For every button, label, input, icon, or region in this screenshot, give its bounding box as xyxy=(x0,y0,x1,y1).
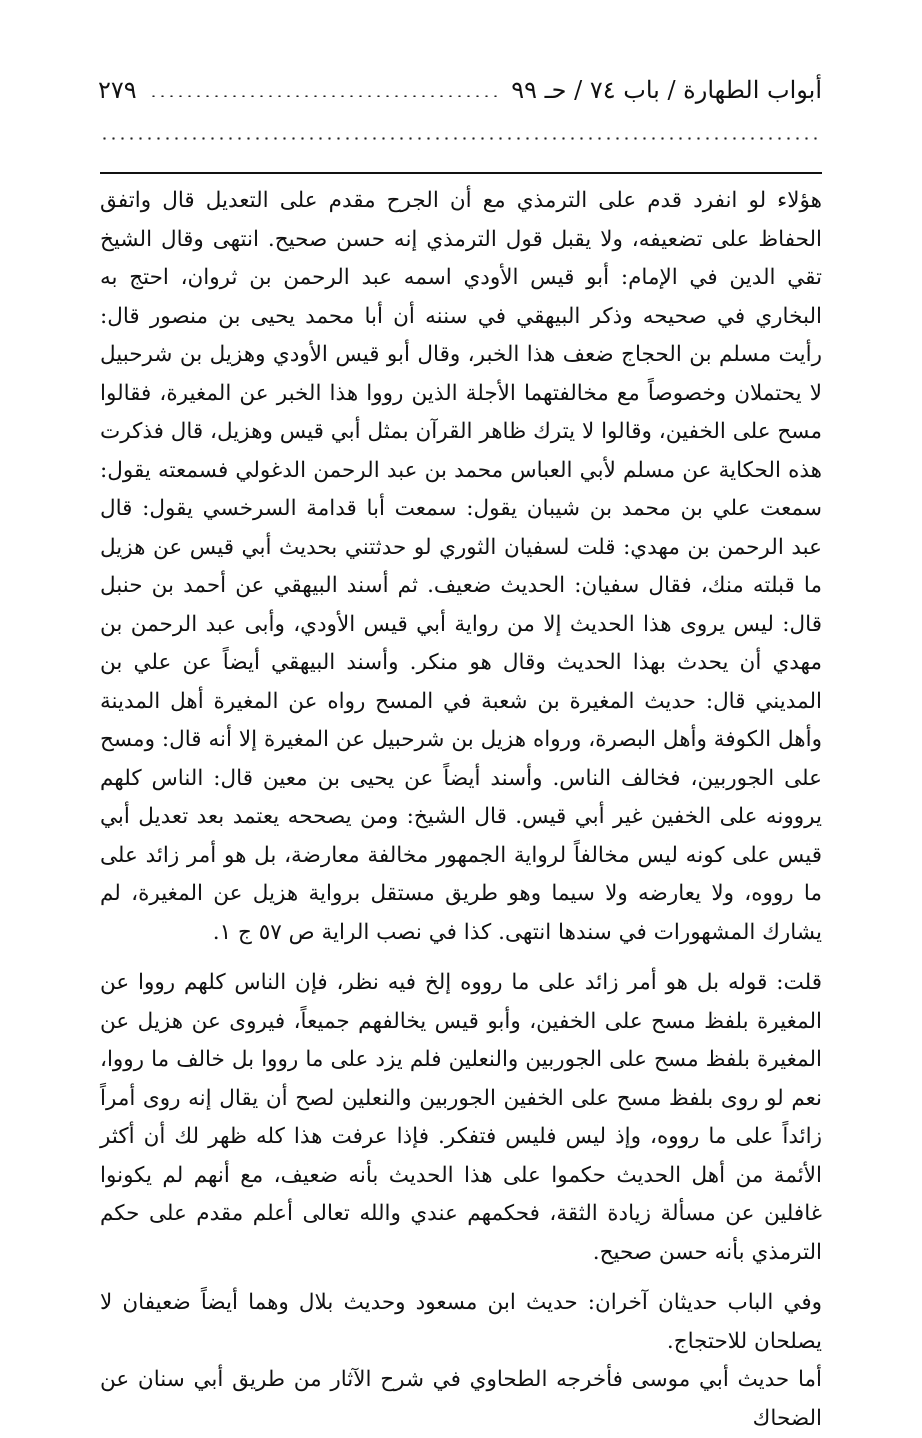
dot-leader xyxy=(149,95,500,97)
running-header xyxy=(98,70,822,110)
page-number: ٢٧٩ xyxy=(98,76,137,104)
dotted-separator xyxy=(100,137,822,140)
page-body xyxy=(100,182,822,1438)
paragraph-3: وفي الباب حديثان آخران: حديث ابن مسعود وحديث بلال وهما أيضاً ضعيفان لا يصلحان للاحتجاج. xyxy=(100,1290,822,1354)
paragraph-1: هؤلاء لو انفرد قدم على الترمذي مع أن الجرح مقدم على التعديل قال واتفق الحفاظ على تضعيفه، ولا يقبل قول الترمذي إنه حسن صحيح. انتهى وقال الشيخ تقي الدين في الإمام: أبو قيس الأودي اسمه عبد الرحمن بن ثروان، احتج به البخاري في صحيحه وذكر البيهقي في سننه أن أبا محمد يحيى بن منصور قال: رأيت مسلم بن الحجاج ضعف هذا الخبر، وقال أبو قيس الأودي وهزيل بن شرحبيل لا يحتملان وخصوصاً مع مخالفتهما الأجلة الذين رووا هذا الخبر عن المغيرة، فقالوا مسح على الخفين، وقالوا لا يترك ظاهر القرآن بمثل أبي قيس وهزيل، قال فذكرت هذه الحكاية عن مسلم لأبي العباس محمد بن عبد الرحمن الدغولي فسمعته يقول: سمعت علي بن محمد بن شيبان يقول: سمعت أبا قدامة السرخسي يقول: قال عبد الرحمن بن مهدي: قلت لسفيان الثوري لو حدثتني بحديث أبي قيس عن هزيل ما قبلته منك، فقال سفيان: الحديث ضعيف. ثم أسند البيهقي عن أحمد بن حنبل قال: ليس يروى هذا الحديث إلا من رواية أبي قيس الأودي، وأبى عبد الرحمن بن مهدي أن يحدث بهذا الحديث وقال هو منكر. وأسند البيهقي أيضاً عن علي بن المديني قال: حديث المغيرة بن شعبة في المسح رواه عن المغيرة أهل المدينة وأهل الكوفة وأهل البصرة، ورواه هزيل بن شرحبيل عن المغيرة إلا أنه قال: ومسح على الجوربين، فخالف الناس. وأسند أيضاً عن يحيى بن معين قال: الناس كلهم يروونه على الخفين غير أبي قيس. قال الشيخ: ومن يصححه يعتمد بعد تعديل أبي قيس على كونه ليس مخالفاً لرواية الجمهور مخالفة معارضة، بل هو أمر زائد على ما رووه، ولا يعارضه ولا سيما وهو طريق مستقل برواية هزيل عن المغيرة، لم يشارك المشهورات في سندها انتهى. كذا في نصب الراية ص ٥٧ ج ١. xyxy=(100,188,822,945)
header-title: أبواب الطهارة / باب ٧٤ / حـ ٩٩ xyxy=(511,76,822,104)
paragraph-4: أما حديث أبي موسى فأخرجه الطحاوي في شرح الآثار من طريق أبي سنان عن الضحاك xyxy=(100,1367,822,1431)
header-rule xyxy=(100,172,822,174)
paragraph-2: قلت: قوله بل هو أمر زائد على ما رووه إلخ فيه نظر، فإن الناس كلهم رووا عن المغيرة بلفظ مسح على الخفين، وأبو قيس يخالفهم جميعاً، فيروى عن هزيل عن المغيرة بلفظ مسح على الجوربين والنعلين فلم يزد على ما رووا بل خالف ما رووا، نعم لو روى بلفظ مسح على الخفين الجوربين والنعلين لصح أن يقال إنه روى أمراً زائداً على ما رووه، وإذ ليس فليس فتفكر. فإذا عرفت هذا كله ظهر لك أن أكثر الأئمة من أهل الحديث حكموا على هذا الحديث بأنه ضعيف، مع أنهم لم يكونوا غافلين عن مسألة زيادة الثقة، فحكمهم عندي والله تعالى أعلم مقدم على حكم الترمذي بأنه حسن صحيح. xyxy=(100,970,822,1265)
